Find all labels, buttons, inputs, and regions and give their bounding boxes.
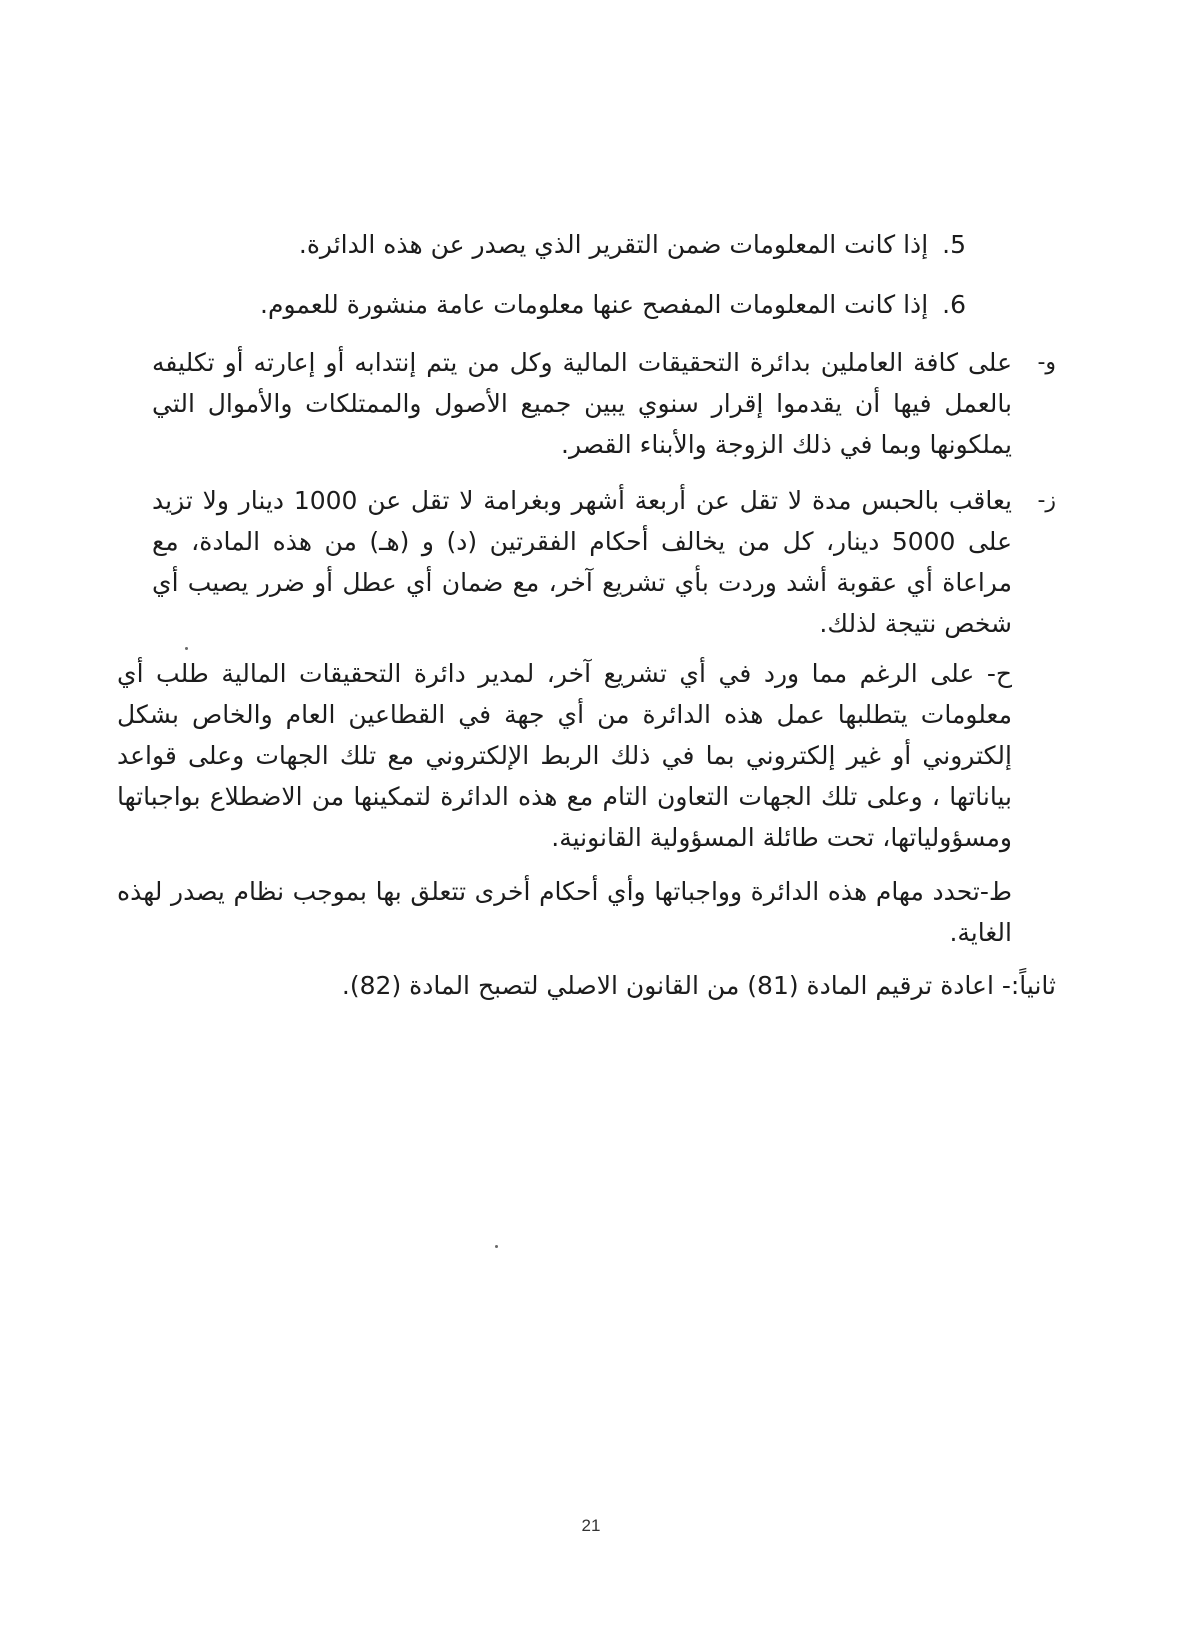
clause-text: تحدد مهام هذه الدائرة وواجباتها وأي أحكام أخرى تتعلق بها بموجب نظام يصدر لهذه الغاية. bbox=[117, 877, 1012, 947]
list-item-number: 6. bbox=[942, 290, 966, 319]
clause-text: على الرغم مما ورد في أي تشريع آخر، لمدير دائرة التحقيقات المالية طلب أي معلومات يتطلبها عمل هذه الدائرة من أي جهة في القطاعين العام والخاص بشكل إلكتروني أو غير إلكتروني بما في ذلك الربط الإلكتروني مع تلك الجهات وعلى قواعد بياناتها ، وعلى تلك الجهات التعاون التام مع هذه الدائرة لتمكينها من الاضطلاع بواجباتها ومسؤولياتها، تحت طائلة المسؤولية القانونية. bbox=[117, 659, 1012, 852]
clause-ta bbox=[117, 871, 1012, 953]
clause-marker: ط- bbox=[979, 877, 1012, 906]
clause-marker: ز- bbox=[1037, 488, 1056, 513]
scan-speck bbox=[185, 647, 188, 650]
clause-zay bbox=[152, 480, 1056, 644]
list-item-number: 5. bbox=[942, 230, 966, 259]
scan-speck bbox=[495, 1245, 498, 1248]
second-article: ثانياً:- اعادة ترقيم المادة (81) من القانون الاصلي لتصبح المادة (82). bbox=[341, 971, 1056, 1000]
clause-marker: و- bbox=[1037, 350, 1056, 375]
list-item-5 bbox=[206, 224, 966, 265]
clause-text: يعاقب بالحبس مدة لا تقل عن أربعة أشهر وبغرامة لا تقل عن 1000 دينار ولا تزيد على 5000 دينار، كل من يخالف أحكام الفقرتين (د) و (هـ) من هذه المادة، مع مراعاة أي عقوبة أشد وردت بأي تشريع آخر، مع ضمان أي عطل أو ضرر يصيب أي شخص نتيجة لذلك. bbox=[152, 486, 1012, 638]
list-item-text: إذا كانت المعلومات ضمن التقرير الذي يصدر عن هذه الدائرة. bbox=[298, 230, 929, 259]
clause-waw bbox=[152, 342, 1056, 465]
list-item-6 bbox=[206, 284, 966, 325]
clause-text: على كافة العاملين بدائرة التحقيقات المالية وكل من يتم إنتدابه أو إعارته أو تكليفه بالعمل فيها أن يقدموا إقرار سنوي يبين جميع الأصول والممتلكات والأموال التي يملكونها وبما في ذلك الزوجة والأبناء القصر. bbox=[152, 348, 1012, 459]
page-number: 21 bbox=[581, 1516, 601, 1535]
clause-ha bbox=[117, 653, 1012, 858]
list-item-text: إذا كانت المعلومات المفصح عنها معلومات عامة منشورة للعموم. bbox=[260, 290, 929, 319]
clause-marker: ح- bbox=[986, 659, 1012, 688]
